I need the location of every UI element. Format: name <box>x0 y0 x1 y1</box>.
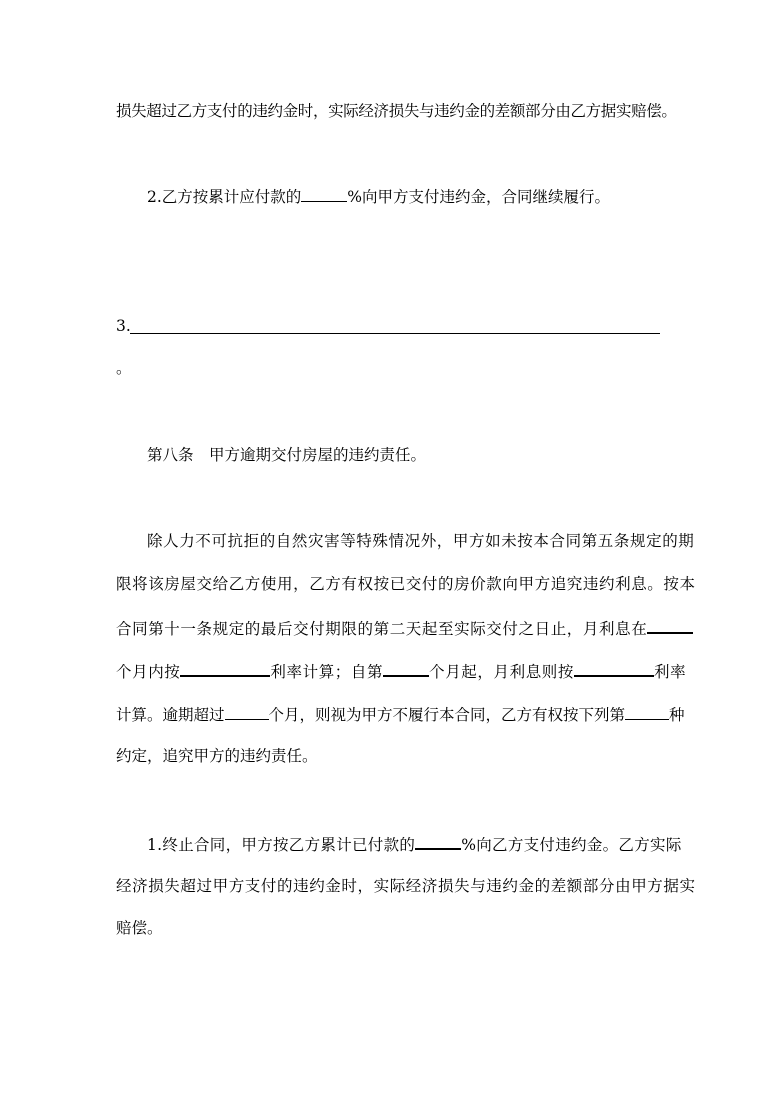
text-line-1: 损失超过乙方支付的违约金时，实际经济损失与违约金的差额部分由乙方据实赔偿。 <box>116 102 677 120</box>
text-line-14: 赔偿。 <box>116 919 163 937</box>
line-9-part-1: 个月内按 <box>116 663 181 681</box>
blank-field <box>180 660 270 677</box>
text-line-6: 除人力不可抗拒的自然灾害等特殊情况外，甲方如未按本合同第五条规定的期 <box>147 532 695 550</box>
line-9-part-2: 利率计算；自第 <box>270 663 384 681</box>
clause-3-label: 3. <box>116 317 131 335</box>
line-10-part-3: 种 <box>669 706 685 724</box>
clause-2-start: 2.乙方按累计应付款的 <box>147 188 302 206</box>
clause-3-end: 。 <box>116 359 132 377</box>
clause-3-blank-rule <box>130 333 660 334</box>
blank-field <box>647 617 693 634</box>
line-10-part-1: 计算。逾期超过 <box>116 706 225 724</box>
blank-field <box>415 833 461 850</box>
clause-1-end: %向乙方支付违约金。乙方实际 <box>461 836 682 854</box>
text-line-8 <box>116 617 693 639</box>
text-line-2 <box>147 186 610 207</box>
text-line-9 <box>116 660 686 682</box>
blank-field <box>625 704 669 720</box>
text-line-10 <box>116 704 685 725</box>
text-line-11: 约定，追究甲方的违约责任。 <box>116 747 318 765</box>
text-line-7: 限将该房屋交给乙方使用，乙方有权按已交付的房价款向甲方追究违约利息。按本 <box>116 575 696 593</box>
article-8-heading: 第八条 甲方逾期交付房屋的违约责任。 <box>147 446 427 464</box>
blank-field <box>301 186 347 202</box>
line-9-part-4: 利率 <box>654 663 687 681</box>
line-10-part-2: 个月，则视为甲方不履行本合同，乙方有权按下列第 <box>268 706 626 724</box>
line-8-text: 合同第十一条规定的最后交付期限的第二天起至实际交付之日止，月利息在 <box>116 620 648 638</box>
blank-field <box>574 660 654 677</box>
clause-2-end: %向甲方支付违约金，合同继续履行。 <box>347 188 611 206</box>
text-line-12 <box>147 833 682 855</box>
line-9-part-3: 个月起，月利息则按 <box>429 663 575 681</box>
text-line-13: 经济损失超过甲方支付的违约金时，实际经济损失与违约金的差额部分由甲方据实 <box>116 877 696 895</box>
clause-1-start: 1.终止合同，甲方按乙方累计已付款的 <box>147 836 416 854</box>
blank-field <box>225 704 269 720</box>
blank-field <box>383 660 429 677</box>
